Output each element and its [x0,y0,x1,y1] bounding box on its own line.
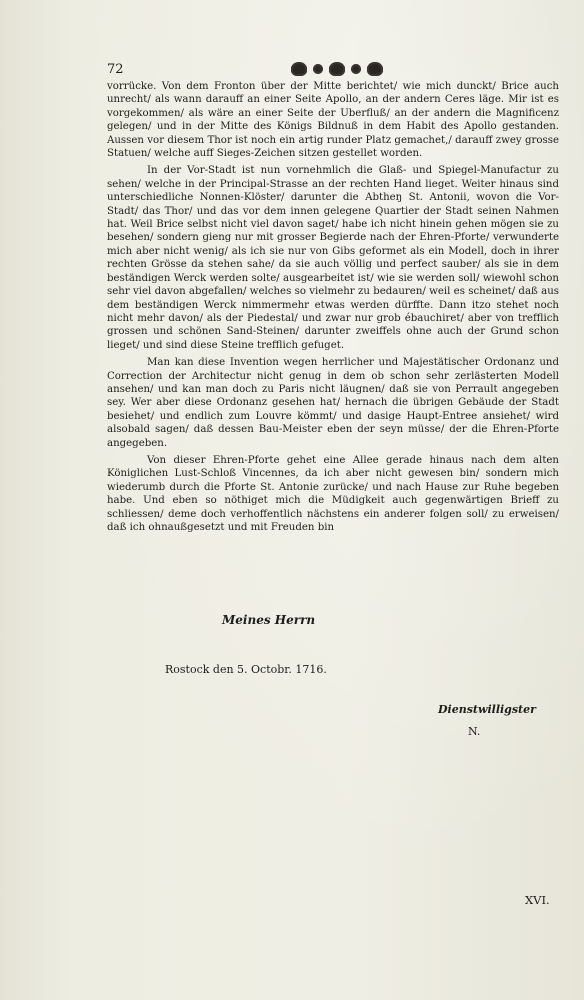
ornament-flourish-icon [291,62,307,76]
closing-salutation: Meines Herrn [222,613,316,627]
paragraph: Man kan diese Invention wegen herrlicher und Majestätischer Ordonanz und Correction der Architectur nicht genug in dem ob schon sehr zerlästerten Modell ansehen/ und kan man doch zu Paris nicht läugnen/ daß sie von Perrault angegeben sey. Wer aber diese Ordonanz gesehen hat/ hernach die übrigen Gebäude der Stadt besiehet/ und endlich zum Louvre kömmt/ und dasige Haupt-Entree ansiehet/ wird alsobald sagen/ daß dessen Bau-Meister eben der seyn müsse/ der die Ehren-Pforte angegeben. [107,357,559,449]
page-number: 72 [107,62,124,77]
paragraph: In der Vor-Stadt ist nun vornehmlich die Glaß- und Spiegel-Manufactur zu sehen/ welche in der Principal-Strasse an der rechten Hand lieget. Weiter hinaus sind unterschiedliche Nonnen-Klöster/ darunter die Abtheŋ St. Antonii, wovon die Vor-Stadt/ das Thor/ und das vor dem innen gelegene Quartier der Stadt seinen Nahmen hat. Weil Brice selbst nicht viel davon saget/ habe ich nicht hinein gehen mögen sie zu besehen/ sondern gieng nur mit grosser Begierde nach der Ehren-Pforte/ verwunderte mich aber nicht wenig/ als ich sie nur von Gibs geformet als ein Modell, doch in ihrer rechten Grösse da stehen sahe/ da sie auch völlig und perfect sauber/ als sie in dem beständigen Werck werden solte/ ausgearbeitet ist/ wie sie werden soll/ wiewohl schon sehr viel davon abgefallen/ welches so vielmehr zu bedauren/ weil es scheinet/ daß aus dem beständigen Werck nimmermehr etwas werden dürffte. Dann itzo stehet noch nicht mehr davon/ als der Piedestal/ und zwar nur grob ébauchiret/ aber von trefflich grossen und schönen Sand-Steinen/ darunter zweiffels ohne auch der Grund schon lieget/ und sind diese Steine trefflich gefuget. [107,165,559,351]
signature-initial: N. [468,725,481,738]
ornament-flourish-icon [329,62,345,76]
paragraph: vorrücke. Von dem Fronton über der Mitte berichtet/ wie mich dunckt/ Brice auch unrecht/ als wann darauff an einer Seite Apollo, an der andern Ceres läge. Mir ist es vorgekommen/ als wäre an einer Seite der Uberfluß/ an der andern die Magnificenz gelegen/ und in der Mitte des Königs Bildnuß in dem Habit des Apollo gestanden. Aussen vor diesem Thor ist noch ein artig runder Platz gemachet,/ darauff zwey grosse Statuen/ welche auff Sieges-Zeichen sitzen gestellet worden. [107,81,559,160]
dateline: Rostock den 5. Octobr. 1716. [165,663,327,676]
catchword: XVI. [525,893,550,907]
ornament-dot-icon [351,64,361,74]
ornament-flourish-icon [367,62,383,76]
signoff: Dienstwilligster [438,703,536,716]
header-ornament-icon [291,60,383,78]
body-text [107,80,559,538]
page-header [107,60,520,82]
paragraph: Von dieser Ehren-Pforte gehet eine Allee gerade hinaus nach dem alten Königlichen Lust-Schloß Vincennes, da ich aber nicht gewesen bin/ sondern mich wiederumb durch die Pforte St. Antonie zurücke/ und nach Hause zur Ruhe begeben habe. Und eben so nöthiget mich die Müdigkeit auch gegenwärtigen Brieff zu schliessen/ deme doch verhoffentlich nächstens ein anderer folgen soll/ zu erweisen/ daß ich ohnaußgesetzt und mit Freuden bin [107,454,559,533]
ornament-dot-icon [313,64,323,74]
